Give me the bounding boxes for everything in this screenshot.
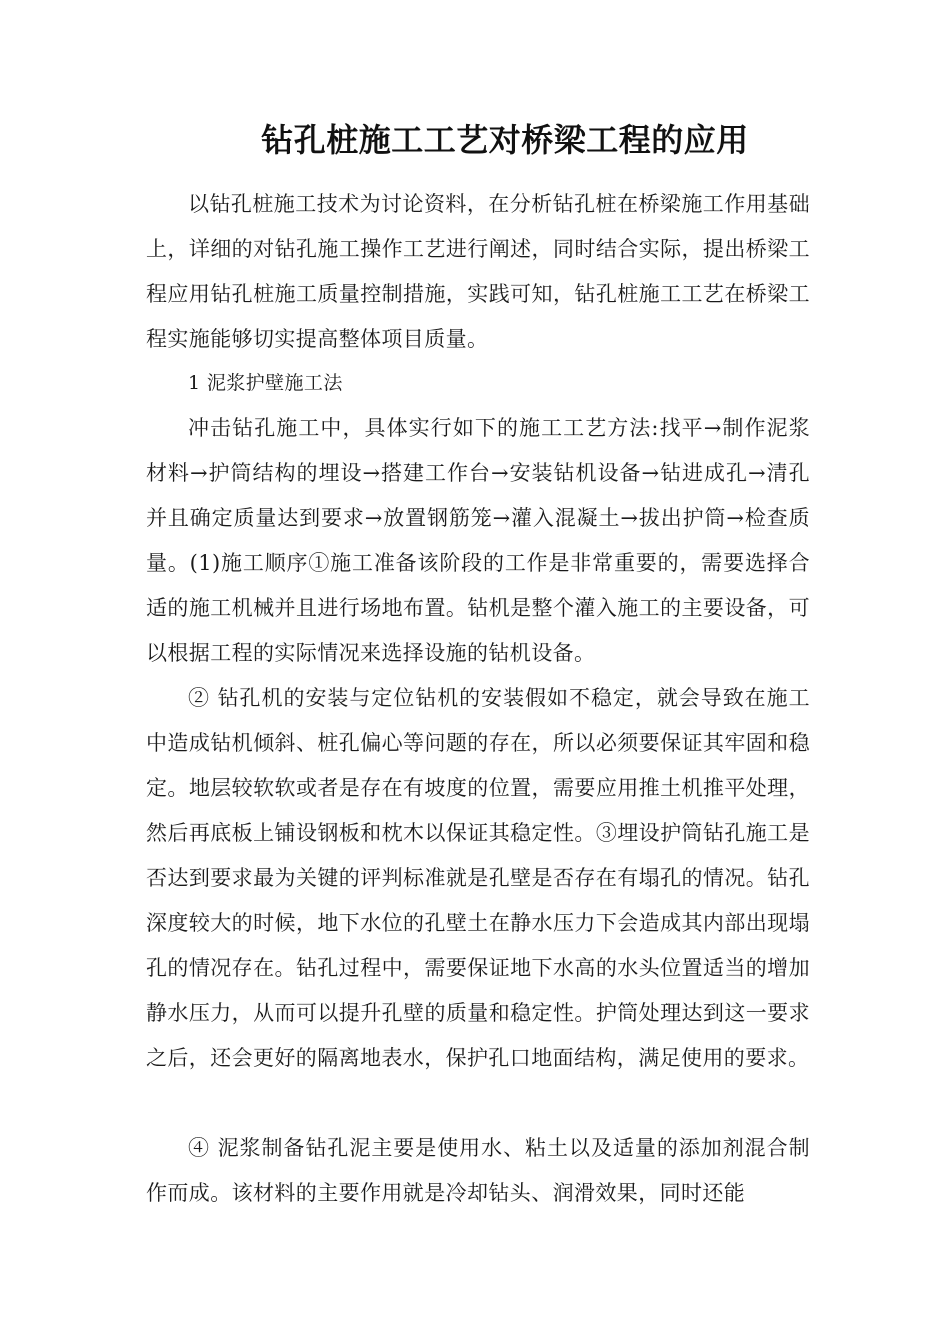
- paragraph-installation: [146, 676, 810, 1081]
- paragraph-mud-preparation: [146, 1126, 810, 1216]
- paragraph-text: 冲击钻孔施工中，具体实行如下的施工工艺方法:找平→制作泥浆材料→护筒结构的埋设→搭建工作台→安装钻机设备→钻进成孔→清孔并且确定质量达到要求→放置钢筋笼→灌入混凝土→拔出护筒→检查质量。(1)施工顺序①施工准备该阶段的工作是非常重要的，需要选择合适的施工机械并且进行场地布置。钻机是整个灌入施工的主要设备，可以根据工程的实际情况来选择设施的钻机设备。: [146, 416, 810, 665]
- paragraph-process: [146, 406, 810, 676]
- document-title: 钻孔桩施工工艺对桥梁工程的应用: [261, 121, 749, 159]
- paragraph-text: ④ 泥浆制备钻孔泥主要是使用水、粘土以及适量的添加剂混合制作而成。该材料的主要作用就是冷却钻头、润滑效果，同时还能: [146, 1136, 810, 1205]
- paragraph-abstract: [146, 182, 810, 362]
- paragraph-text: ② 钻孔机的安装与定位钻机的安装假如不稳定，就会导致在施工中造成钻机倾斜、桩孔偏心等问题的存在，所以必须要保证其牢固和稳定。地层较软软或者是存在有坡度的位置，需要应用推土机推平处理，然后再底板上铺设钢板和枕木以保证其稳定性。③埋设护筒钻孔施工是否达到要求最为关键的评判标准就是孔壁是否存在有塌孔的情况。钻孔深度较大的时候，地下水位的孔壁土在静水压力下会造成其内部出现塌孔的情况存在。钻孔过程中，需要保证地下水高的水头位置适当的增加静水压力，从而可以提升孔壁的质量和稳定性。护筒处理达到这一要求之后，还会更好的隔离地表水，保护孔口地面结构，满足使用的要求。: [146, 686, 810, 1070]
- section-heading: [146, 361, 810, 406]
- section-heading-text: 1 泥浆护壁施工法: [188, 372, 343, 394]
- paragraph-text: 以钻孔桩施工技术为讨论资料，在分析钻孔桩在桥梁施工作用基础上，详细的对钻孔施工操作工艺进行阐述，同时结合实际，提出桥梁工程应用钻孔桩施工质量控制措施，实践可知，钻孔桩施工工艺在桥梁工程实施能够切实提高整体项目质量。: [146, 192, 810, 351]
